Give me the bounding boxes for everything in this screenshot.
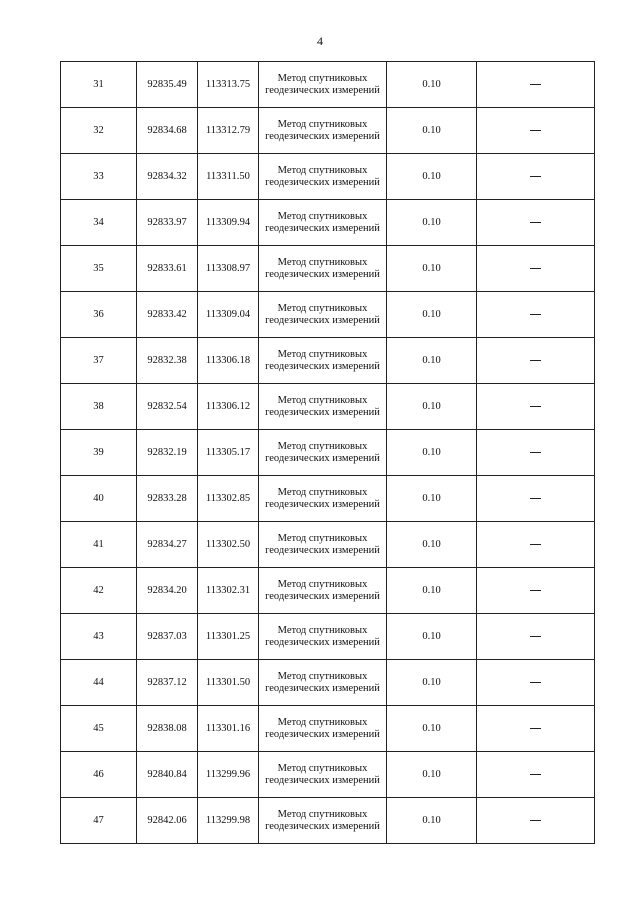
- method-line-1: Метод спутниковых: [277, 486, 368, 498]
- method-line-1: Метод спутниковых: [277, 670, 368, 682]
- description-cell: [477, 660, 595, 706]
- method-line-1: Метод спутниковых: [277, 440, 368, 452]
- accuracy-cell: 0.10: [387, 200, 477, 246]
- accuracy-cell: 0.10: [387, 384, 477, 430]
- point-number-cell: 32: [61, 108, 137, 154]
- description-dash: [530, 360, 541, 361]
- table-row: [61, 338, 595, 384]
- description-cell: [477, 476, 595, 522]
- method-line-1: Метод спутниковых: [277, 348, 368, 360]
- description-dash: [530, 498, 541, 499]
- y-coordinate-cell: 113311.50: [198, 154, 259, 200]
- method-line-1: Метод спутниковых: [277, 72, 368, 84]
- table-row: [61, 752, 595, 798]
- method-line-2: геодезических измерений: [265, 498, 380, 510]
- table-row: [61, 798, 595, 844]
- coordinates-table-body: [61, 62, 595, 844]
- point-number-cell: 43: [61, 614, 137, 660]
- y-coordinate-cell: 113309.04: [198, 292, 259, 338]
- y-coordinate-cell: 113301.25: [198, 614, 259, 660]
- x-coordinate-cell: 92834.68: [137, 108, 198, 154]
- description-dash: [530, 682, 541, 683]
- description-dash: [530, 130, 541, 131]
- y-coordinate-cell: 113313.75: [198, 62, 259, 108]
- method-line-2: геодезических измерений: [265, 406, 380, 418]
- method-line-2: геодезических измерений: [265, 268, 380, 280]
- y-coordinate-cell: 113309.94: [198, 200, 259, 246]
- description-cell: [477, 338, 595, 384]
- description-dash: [530, 268, 541, 269]
- accuracy-cell: 0.10: [387, 660, 477, 706]
- accuracy-cell: 0.10: [387, 752, 477, 798]
- method-cell: [259, 522, 387, 568]
- method-line-1: Метод спутниковых: [277, 624, 368, 636]
- x-coordinate-cell: 92833.42: [137, 292, 198, 338]
- y-coordinate-cell: 113301.16: [198, 706, 259, 752]
- accuracy-cell: 0.10: [387, 246, 477, 292]
- description-cell: [477, 706, 595, 752]
- point-number-cell: 44: [61, 660, 137, 706]
- method-line-2: геодезических измерений: [265, 682, 380, 694]
- point-number-cell: 33: [61, 154, 137, 200]
- description-dash: [530, 222, 541, 223]
- description-cell: [477, 200, 595, 246]
- method-cell: [259, 568, 387, 614]
- accuracy-cell: 0.10: [387, 568, 477, 614]
- accuracy-cell: 0.10: [387, 338, 477, 384]
- method-cell: [259, 614, 387, 660]
- method-line-1: Метод спутниковых: [277, 210, 368, 222]
- y-coordinate-cell: 113301.50: [198, 660, 259, 706]
- y-coordinate-cell: 113306.12: [198, 384, 259, 430]
- method-line-1: Метод спутниковых: [277, 164, 368, 176]
- method-line-2: геодезических измерений: [265, 590, 380, 602]
- method-line-1: Метод спутниковых: [277, 716, 368, 728]
- method-cell: [259, 62, 387, 108]
- method-line-1: Метод спутниковых: [277, 302, 368, 314]
- method-line-2: геодезических измерений: [265, 452, 380, 464]
- x-coordinate-cell: 92834.32: [137, 154, 198, 200]
- table-row: [61, 200, 595, 246]
- description-dash: [530, 774, 541, 775]
- method-cell: [259, 476, 387, 522]
- description-cell: [477, 292, 595, 338]
- point-number-cell: 45: [61, 706, 137, 752]
- method-cell: [259, 430, 387, 476]
- method-line-1: Метод спутниковых: [277, 532, 368, 544]
- method-cell: [259, 108, 387, 154]
- method-line-2: геодезических измерений: [265, 222, 380, 234]
- point-number-cell: 39: [61, 430, 137, 476]
- description-dash: [530, 544, 541, 545]
- method-line-2: геодезических измерений: [265, 636, 380, 648]
- point-number-cell: 46: [61, 752, 137, 798]
- x-coordinate-cell: 92842.06: [137, 798, 198, 844]
- table-row: [61, 108, 595, 154]
- coordinates-table: [60, 61, 595, 844]
- description-cell: [477, 752, 595, 798]
- table-row: [61, 430, 595, 476]
- description-cell: [477, 108, 595, 154]
- accuracy-cell: 0.10: [387, 522, 477, 568]
- x-coordinate-cell: 92833.97: [137, 200, 198, 246]
- table-row: [61, 476, 595, 522]
- method-cell: [259, 798, 387, 844]
- description-dash: [530, 636, 541, 637]
- point-number-cell: 31: [61, 62, 137, 108]
- description-dash: [530, 590, 541, 591]
- point-number-cell: 42: [61, 568, 137, 614]
- point-number-cell: 35: [61, 246, 137, 292]
- x-coordinate-cell: 92834.27: [137, 522, 198, 568]
- description-cell: [477, 568, 595, 614]
- y-coordinate-cell: 113312.79: [198, 108, 259, 154]
- method-cell: [259, 246, 387, 292]
- y-coordinate-cell: 113302.85: [198, 476, 259, 522]
- point-number-cell: 40: [61, 476, 137, 522]
- method-cell: [259, 752, 387, 798]
- method-cell: [259, 660, 387, 706]
- y-coordinate-cell: 113306.18: [198, 338, 259, 384]
- method-cell: [259, 154, 387, 200]
- point-number-cell: 34: [61, 200, 137, 246]
- table-row: [61, 706, 595, 752]
- table-row: [61, 154, 595, 200]
- y-coordinate-cell: 113308.97: [198, 246, 259, 292]
- point-number-cell: 38: [61, 384, 137, 430]
- table-row: [61, 660, 595, 706]
- description-cell: [477, 798, 595, 844]
- x-coordinate-cell: 92832.38: [137, 338, 198, 384]
- y-coordinate-cell: 113299.98: [198, 798, 259, 844]
- method-line-2: геодезических измерений: [265, 130, 380, 142]
- y-coordinate-cell: 113302.31: [198, 568, 259, 614]
- description-cell: [477, 154, 595, 200]
- point-number-cell: 47: [61, 798, 137, 844]
- method-line-1: Метод спутниковых: [277, 118, 368, 130]
- description-dash: [530, 452, 541, 453]
- method-cell: [259, 200, 387, 246]
- accuracy-cell: 0.10: [387, 292, 477, 338]
- page-number: 4: [317, 34, 323, 48]
- x-coordinate-cell: 92833.28: [137, 476, 198, 522]
- table-row: [61, 292, 595, 338]
- method-cell: [259, 292, 387, 338]
- accuracy-cell: 0.10: [387, 430, 477, 476]
- method-line-2: геодезических измерений: [265, 774, 380, 786]
- y-coordinate-cell: 113305.17: [198, 430, 259, 476]
- method-line-2: геодезических измерений: [265, 544, 380, 556]
- accuracy-cell: 0.10: [387, 706, 477, 752]
- y-coordinate-cell: 113299.96: [198, 752, 259, 798]
- method-line-1: Метод спутниковых: [277, 256, 368, 268]
- method-line-2: геодезических измерений: [265, 176, 380, 188]
- accuracy-cell: 0.10: [387, 614, 477, 660]
- table-row: [61, 246, 595, 292]
- x-coordinate-cell: 92837.03: [137, 614, 198, 660]
- accuracy-cell: 0.10: [387, 108, 477, 154]
- y-coordinate-cell: 113302.50: [198, 522, 259, 568]
- point-number-cell: 36: [61, 292, 137, 338]
- accuracy-cell: 0.10: [387, 154, 477, 200]
- point-number-cell: 37: [61, 338, 137, 384]
- method-line-1: Метод спутниковых: [277, 394, 368, 406]
- method-cell: [259, 384, 387, 430]
- description-cell: [477, 614, 595, 660]
- point-number-cell: 41: [61, 522, 137, 568]
- method-line-2: геодезических измерений: [265, 820, 380, 832]
- description-dash: [530, 84, 541, 85]
- accuracy-cell: 0.10: [387, 62, 477, 108]
- table-row: [61, 568, 595, 614]
- description-dash: [530, 728, 541, 729]
- method-cell: [259, 706, 387, 752]
- method-line-2: геодезических измерений: [265, 728, 380, 740]
- method-line-2: геодезических измерений: [265, 314, 380, 326]
- description-dash: [530, 176, 541, 177]
- x-coordinate-cell: 92833.61: [137, 246, 198, 292]
- x-coordinate-cell: 92835.49: [137, 62, 198, 108]
- table-row: [61, 614, 595, 660]
- table-row: [61, 384, 595, 430]
- x-coordinate-cell: 92834.20: [137, 568, 198, 614]
- description-cell: [477, 384, 595, 430]
- description-cell: [477, 246, 595, 292]
- method-line-1: Метод спутниковых: [277, 578, 368, 590]
- table-row: [61, 522, 595, 568]
- x-coordinate-cell: 92840.84: [137, 752, 198, 798]
- description-dash: [530, 314, 541, 315]
- description-cell: [477, 522, 595, 568]
- method-line-1: Метод спутниковых: [277, 762, 368, 774]
- method-line-1: Метод спутниковых: [277, 808, 368, 820]
- accuracy-cell: 0.10: [387, 476, 477, 522]
- x-coordinate-cell: 92832.19: [137, 430, 198, 476]
- description-dash: [530, 406, 541, 407]
- x-coordinate-cell: 92837.12: [137, 660, 198, 706]
- method-cell: [259, 338, 387, 384]
- description-cell: [477, 430, 595, 476]
- method-line-2: геодезических измерений: [265, 360, 380, 372]
- description-cell: [477, 62, 595, 108]
- table-row: [61, 62, 595, 108]
- accuracy-cell: 0.10: [387, 798, 477, 844]
- description-dash: [530, 820, 541, 821]
- x-coordinate-cell: 92838.08: [137, 706, 198, 752]
- x-coordinate-cell: 92832.54: [137, 384, 198, 430]
- method-line-2: геодезических измерений: [265, 84, 380, 96]
